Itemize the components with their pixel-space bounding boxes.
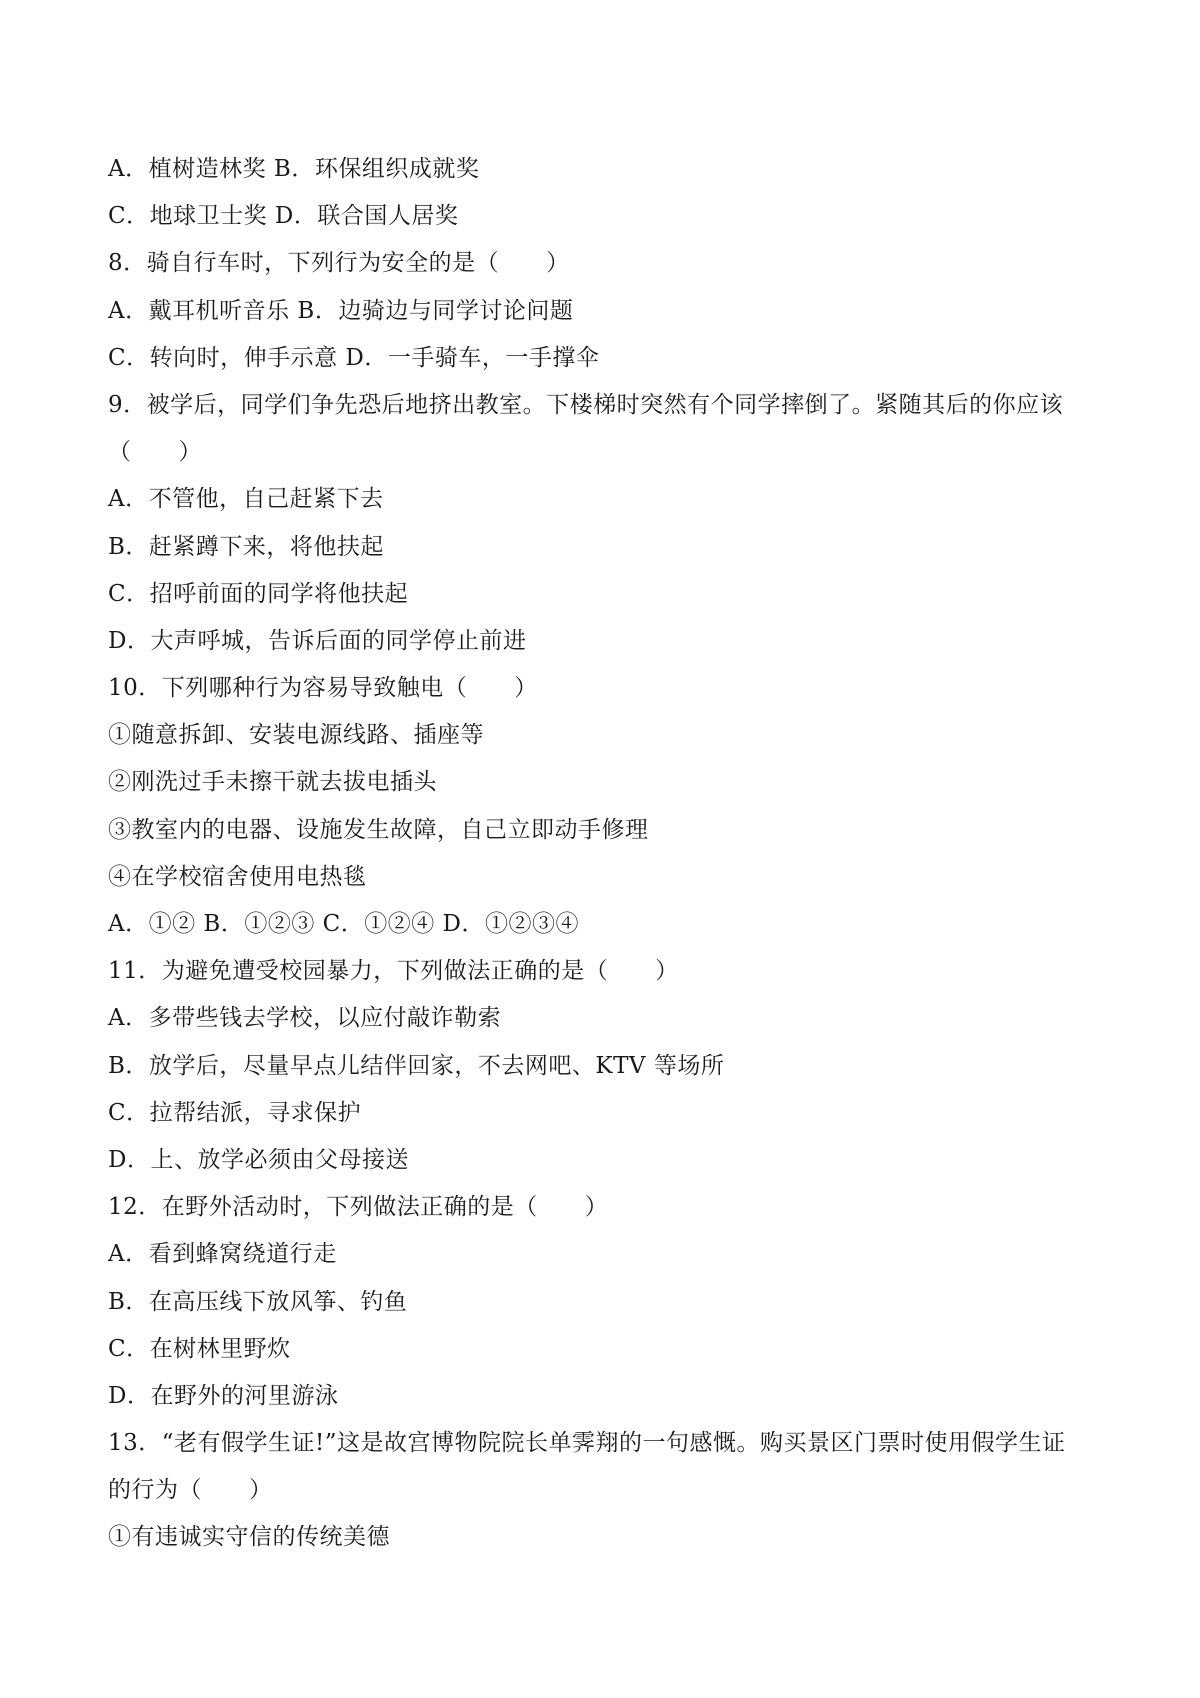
question-12-stem: 12．在野外活动时，下列做法正确的是（ ）	[108, 1194, 609, 1221]
option-9c: C．招呼前面的同学将他扶起	[108, 580, 409, 607]
question-10-stem: 10．下列哪种行为容易导致触电（ ）	[108, 675, 538, 702]
option-11c: C．拉帮结派，寻求保护	[108, 1099, 362, 1126]
statement-10-4: ④在学校宿舍使用电热毯	[108, 863, 367, 890]
option-12b: B．在高压线下放风筝、钓鱼	[108, 1288, 408, 1315]
question-9-stem-cont: （ ）	[108, 439, 202, 466]
option-12c: C．在树林里野炊	[108, 1335, 291, 1362]
option-line-8ab: A．戴耳机听音乐 B．边骑边与同学讨论问题	[108, 297, 574, 324]
option-11d: D．上、放学必须由父母接送	[108, 1146, 409, 1173]
statement-10-3: ③教室内的电器、设施发生故障，自己立即动手修理	[108, 816, 649, 843]
option-12a: A．看到蜂窝绕道行走	[108, 1241, 337, 1268]
question-8-stem: 8．骑自行车时，下列行为安全的是（ ）	[108, 250, 570, 277]
question-13-stem: 13．“老有假学生证!”这是故宫博物院院长单霁翔的一句感慨。购买景区门票时使用假学生证	[108, 1430, 1066, 1457]
options-10: A．①② B．①②③ C．①②④ D．①②③④	[108, 911, 579, 937]
question-13-stem-cont: 的行为（ ）	[108, 1477, 273, 1504]
statement-10-1: ①随意拆卸、安装电源线路、插座等	[108, 722, 484, 749]
option-line-8cd: C．转向时，伸手示意 D．一手骑车，一手撑伞	[108, 344, 600, 371]
question-text	[108, 146, 1108, 1562]
option-11b: B．放学后，尽量早点儿结伴回家，不去网吧、KTV 等场所	[108, 1052, 725, 1079]
option-line-7ab: A．植树造林奖 B．环保组织成就奖	[108, 156, 480, 182]
question-9-stem: 9．被学后，同学们争先恐后地挤出教室。下楼梯时突然有个同学摔倒了。紧随其后的你应该	[108, 391, 1064, 418]
option-9d: D．大声呼城，告诉后面的同学停止前进	[108, 627, 527, 654]
option-11a: A．多带些钱去学校，以应付敲诈勒索	[108, 1005, 502, 1032]
option-9b: B．赶紧蹲下来，将他扶起	[108, 533, 384, 560]
option-12d: D．在野外的河里游泳	[108, 1382, 339, 1409]
statement-10-2: ②刚洗过手未擦干就去拔电插头	[108, 769, 437, 796]
statement-13-1: ①有违诚实守信的传统美德	[108, 1524, 390, 1551]
option-9a: A．不管他，自己赶紧下去	[108, 486, 384, 513]
question-11-stem: 11．为避免遭受校园暴力，下列做法正确的是（ ）	[108, 958, 679, 985]
option-line-7cd: C．地球卫士奖 D．联合国人居奖	[108, 203, 459, 230]
